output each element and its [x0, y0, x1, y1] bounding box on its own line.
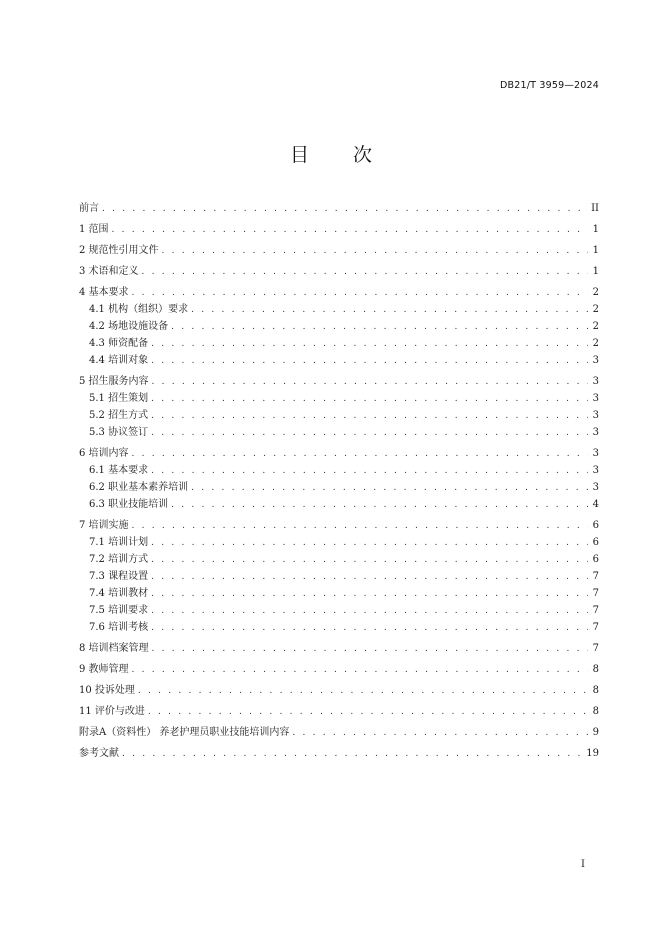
- toc-leader-dots: [151, 336, 588, 353]
- toc-entry-page: 3: [592, 482, 599, 493]
- toc-leader-dots: [132, 446, 588, 463]
- toc-subentry[interactable]: [79, 318, 599, 335]
- toc-entry-label: 2 规范性引用文件: [79, 245, 159, 256]
- toc-leader-dots: [151, 620, 588, 637]
- toc-entry[interactable]: [79, 221, 599, 238]
- toc-entry[interactable]: [79, 682, 599, 699]
- toc-entry-label: 4.3 师资配备: [89, 338, 149, 349]
- toc-leader-dots: [151, 535, 588, 552]
- toc-entry-page: 7: [592, 588, 599, 599]
- toc-entry-label: 7.1 培训计划: [89, 537, 149, 548]
- toc-leader-dots: [191, 302, 588, 319]
- toc-subentry[interactable]: [79, 407, 599, 424]
- toc-entry-label: 7.5 培训要求: [89, 605, 149, 616]
- toc-leader-dots: [162, 243, 588, 260]
- toc-leader-dots: [152, 374, 588, 391]
- toc-subentry[interactable]: [79, 462, 599, 479]
- toc-entry-page: 7: [592, 643, 599, 654]
- toc-leader-dots: [151, 552, 588, 569]
- toc-entry-page: 3: [592, 376, 599, 387]
- toc-entry-label: 1 范围: [79, 224, 109, 235]
- page-title-char-1: 目: [289, 144, 309, 166]
- toc-entry-label: 参考文献: [79, 748, 119, 759]
- toc-entry[interactable]: [79, 200, 599, 217]
- toc-entry-label: 5.3 协议签订: [89, 427, 149, 438]
- toc-entry-label: 附录A（资料性） 养老护理员职业技能培训内容: [79, 727, 290, 738]
- toc-entry-label: 9 教师管理: [79, 664, 129, 675]
- toc-entry-page: 7: [592, 571, 599, 582]
- toc-entry-label: 6.2 职业基本素养培训: [89, 482, 189, 493]
- toc-entry-page: 2: [592, 338, 599, 349]
- toc-entry-label: 4.1 机构（组织）要求: [89, 304, 189, 315]
- toc-entry-page: 4: [592, 499, 599, 510]
- toc-entry-page: 3: [592, 465, 599, 476]
- toc-entry-page: 3: [592, 427, 599, 438]
- toc-entry-page: 2: [592, 287, 599, 298]
- toc-entry-label: 前言: [79, 203, 99, 214]
- toc-entry[interactable]: [79, 703, 599, 720]
- toc-subentry[interactable]: [79, 551, 599, 568]
- toc-entry[interactable]: [79, 284, 599, 301]
- toc-subentry[interactable]: [79, 301, 599, 318]
- toc-entry-label: 5 招生服务内容: [79, 376, 149, 387]
- toc-leader-dots: [112, 222, 588, 239]
- toc-leader-dots: [132, 662, 588, 679]
- toc-leader-dots: [148, 704, 588, 721]
- toc-subentry[interactable]: [79, 479, 599, 496]
- toc-entry-label: 10 投诉处理: [79, 685, 135, 696]
- toc-subentry[interactable]: [79, 534, 599, 551]
- toc-entry[interactable]: [79, 724, 599, 741]
- toc-leader-dots: [142, 264, 588, 281]
- toc-subentry[interactable]: [79, 619, 599, 636]
- toc-leader-dots: [151, 425, 588, 442]
- toc-subentry[interactable]: [79, 585, 599, 602]
- toc-entry-label: 11 评价与改进: [79, 706, 145, 717]
- toc-entry[interactable]: [79, 373, 599, 390]
- toc-entry-page: 7: [592, 605, 599, 616]
- standard-code: DB21/T 3959—2024: [500, 80, 599, 91]
- toc-entry-page: II: [591, 203, 599, 214]
- toc-entry[interactable]: [79, 517, 599, 534]
- toc-entry-page: 3: [592, 393, 599, 404]
- toc-entry-label: 3 术语和定义: [79, 266, 139, 277]
- toc-entry[interactable]: [79, 640, 599, 657]
- toc-entry-label: 7.2 培训方式: [89, 554, 149, 565]
- toc-subentry[interactable]: [79, 568, 599, 585]
- toc-subentry[interactable]: [79, 424, 599, 441]
- toc-leader-dots: [151, 603, 588, 620]
- page-title: [0, 140, 662, 167]
- toc-leader-dots: [171, 497, 588, 514]
- toc-entry[interactable]: [79, 242, 599, 259]
- toc-entry-page: 3: [592, 410, 599, 421]
- toc-subentry[interactable]: [79, 390, 599, 407]
- toc-subentry[interactable]: [79, 335, 599, 352]
- table-of-contents: [79, 200, 599, 762]
- toc-leader-dots: [132, 518, 588, 535]
- toc-entry-label: 5.2 招生方式: [89, 410, 149, 421]
- toc-entry-label: 6 培训内容: [79, 448, 129, 459]
- toc-leader-dots: [151, 353, 588, 370]
- toc-leader-dots: [138, 683, 588, 700]
- toc-entry-label: 4.4 培训对象: [89, 355, 149, 366]
- toc-entry[interactable]: [79, 661, 599, 678]
- toc-leader-dots: [191, 480, 588, 497]
- toc-entry-page: 2: [592, 321, 599, 332]
- page-number: I: [581, 859, 585, 870]
- toc-leader-dots: [152, 641, 588, 658]
- toc-entry-page: 3: [592, 448, 599, 459]
- toc-entry-page: 7: [592, 622, 599, 633]
- toc-leader-dots: [292, 725, 588, 742]
- toc-leader-dots: [151, 586, 588, 603]
- toc-entry-label: 4 基本要求: [79, 287, 129, 298]
- toc-entry-page: 8: [592, 706, 599, 717]
- toc-subentry[interactable]: [79, 602, 599, 619]
- toc-entry-page: 8: [592, 685, 599, 696]
- toc-entry-page: 6: [592, 537, 599, 548]
- toc-entry-page: 6: [592, 554, 599, 565]
- toc-leader-dots: [132, 285, 588, 302]
- toc-entry[interactable]: [79, 445, 599, 462]
- toc-entry-label: 7.4 培训教材: [89, 588, 149, 599]
- toc-entry[interactable]: [79, 745, 599, 762]
- toc-leader-dots: [151, 408, 588, 425]
- toc-entry-label: 4.2 场地设施设备: [89, 321, 169, 332]
- toc-entry-page: 1: [592, 266, 599, 277]
- toc-entry-label: 7.3 课程设置: [89, 571, 149, 582]
- page-title-char-2: 次: [353, 144, 373, 166]
- toc-leader-dots: [171, 319, 588, 336]
- toc-subentry[interactable]: [79, 496, 599, 513]
- toc-entry-page: 6: [592, 520, 599, 531]
- toc-leader-dots: [122, 746, 583, 763]
- toc-entry-page: 8: [592, 664, 599, 675]
- toc-entry[interactable]: [79, 263, 599, 280]
- toc-leader-dots: [151, 463, 588, 480]
- toc-entry-page: 19: [586, 748, 599, 759]
- toc-entry-label: 6.1 基本要求: [89, 465, 149, 476]
- toc-entry-label: 6.3 职业技能培训: [89, 499, 169, 510]
- toc-subentry[interactable]: [79, 352, 599, 369]
- toc-entry-page: 2: [592, 304, 599, 315]
- toc-entry-page: 3: [592, 355, 599, 366]
- toc-entry-page: 1: [592, 224, 599, 235]
- toc-leader-dots: [151, 569, 588, 586]
- toc-entry-label: 8 培训档案管理: [79, 643, 149, 654]
- toc-entry-label: 5.1 招生策划: [89, 393, 149, 404]
- toc-entry-label: 7 培训实施: [79, 520, 129, 531]
- toc-leader-dots: [102, 201, 588, 218]
- toc-leader-dots: [151, 391, 588, 408]
- toc-entry-page: 1: [592, 245, 599, 256]
- toc-entry-label: 7.6 培训考核: [89, 622, 149, 633]
- toc-entry-page: 9: [592, 727, 599, 738]
